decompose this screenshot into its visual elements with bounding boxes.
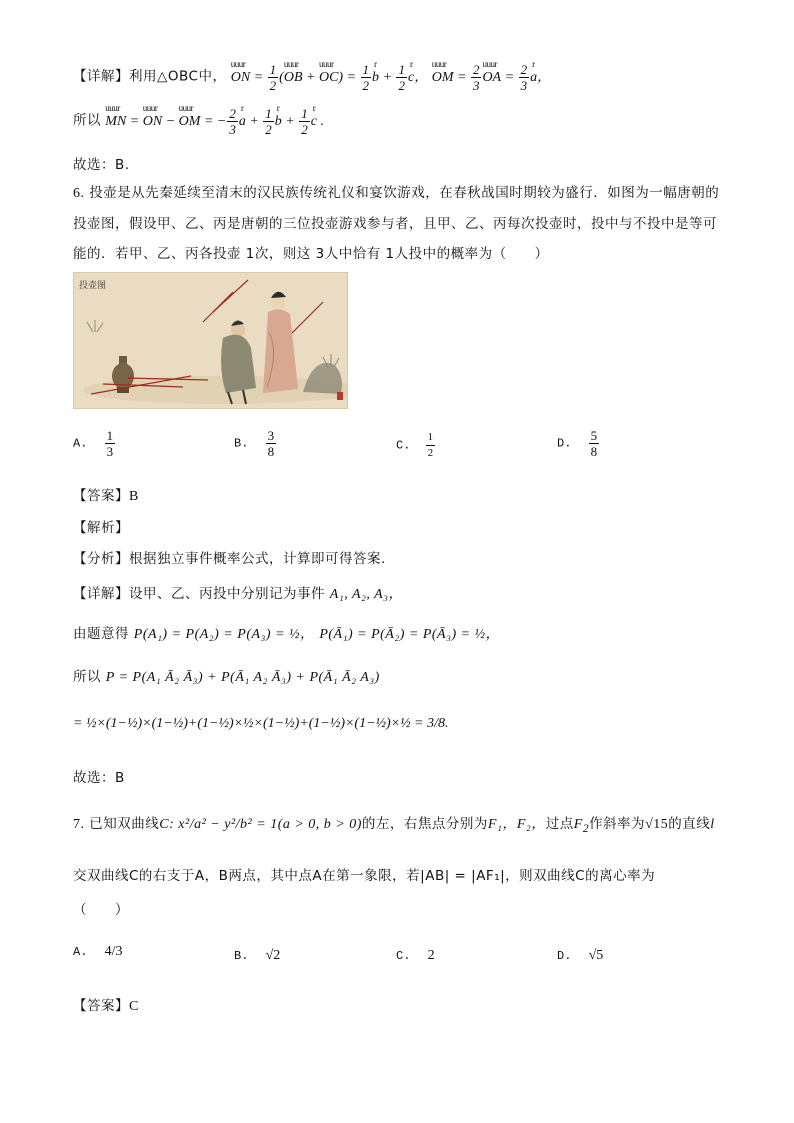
q7-line1: 7. 已知双曲线C: x²/a² − y²/b² = 1(a > 0, b > 0)的左，右焦点分别为F₁，F₂，过点$F_2$作斜率为√15的直线l <box>73 816 715 835</box>
question-6 <box>73 178 723 269</box>
q6-given-1: P(A₁) = P(A₂) = P(A₃) = ½， <box>133 627 315 642</box>
q6-given-2: P(Ā₁) = P(Ā₂) = P(Ā₃) = ½， <box>319 627 501 642</box>
q6-fenxi: 【分析】根据独立事件概率公式，计算即可得答案. <box>73 551 386 567</box>
q6-so: 所以 P = P(A₁ Ā₂ Ā₃) + P(Ā₁ A₂ Ā₃) + P(Ā₁ Ā₂ A₃) <box>73 669 380 685</box>
q7-answer-value: C <box>129 999 139 1014</box>
detail-line-2 <box>73 106 324 137</box>
q6-calc <box>73 715 449 732</box>
q6-line2: 投壶图，假设甲、乙、丙是唐朝的三位投壶游戏参与者，且甲、乙、丙每次投壶时，投中与不投中是等可 <box>73 216 717 232</box>
q6-answer: 【答案】B <box>73 488 139 504</box>
so-prefix: 所以 <box>73 112 101 129</box>
q6-detail: 【详解】设甲、乙、丙投中分别记为事件 A₁, A₂, A₃， <box>73 586 404 602</box>
q6-analysis-label: 【解析】 <box>73 520 129 536</box>
q7-number: 7. <box>73 817 85 832</box>
q6-events: A₁, A₂, A₃， <box>329 587 404 602</box>
q7-equation: C: x²/a² − y²/b² = 1(a > 0, b > 0) <box>159 817 362 832</box>
q6-option-c[interactable]: C. $\frac{1}{2}$ <box>396 431 434 459</box>
q6-option-d[interactable]: D. $\frac{5}{8}$ <box>557 428 598 459</box>
painting-inscription: 投壶图 <box>79 281 107 291</box>
q7-option-a[interactable]: A. 4/3 <box>73 944 123 959</box>
q6-answer-value: B <box>129 489 139 504</box>
q6-line3: 能的．若甲、乙、丙各投壶 1次，则这 3人中恰有 1人投中的概率为（ ） <box>73 246 549 262</box>
q7-option-c[interactable]: C. 2 <box>396 948 435 963</box>
q6-number: 6. <box>73 186 85 201</box>
vector-formula-2: uuur MN = uuur ON − uuur OM = − $\frac{2}{3}$ r a + $\frac{1}{2}$ r b + $\frac{1}{2}$ r c . <box>105 114 324 129</box>
q7-paren: （ ） <box>73 902 129 918</box>
detail-line-1 <box>73 62 551 93</box>
vector-formula-1: uuur ON = $\frac{1}{2}$ (uuur OB + uuur OC) = $\frac{1}{2}$ r b + $\frac{1}{2}$ r c， uuur OM = $\frac{2}{3}$ uuur OA = $\frac{2}{3}$ r a， <box>231 70 551 85</box>
q7-option-d[interactable]: D. √5 <box>557 948 604 963</box>
q6-given: 由题意得 P(A₁) = P(A₂) = P(A₃) = ½， P(Ā₁) = P(Ā₂) = P(Ā₃) = ½， <box>73 626 501 642</box>
q6-calc-formula: = ½×(1−½)×(1−½)+(1−½)×½×(1−½)+(1−½)×(1−½)×½ = 3/8. <box>73 716 449 731</box>
detail-text: 利用△OBC中， <box>129 68 227 85</box>
detail-label: 【详解】 <box>73 68 129 85</box>
q7-line2: 交双曲线C的右支于A，B两点，其中点A在第一象限，若|AB| = |AF₁|，则双曲线C的离心率为 <box>73 868 656 884</box>
q7-slope: √15 <box>645 817 669 832</box>
q6-so-formula: P = P(A₁ Ā₂ Ā₃) + P(Ā₁ A₂ Ā₃) + P(Ā₁ Ā₂ A₃) <box>105 670 380 685</box>
q6-option-b[interactable]: B. $\frac{3}{8}$ <box>234 428 275 459</box>
q7-option-b[interactable]: B. √2 <box>234 948 281 963</box>
q6-line1: 投壶是从先秦延续至清末的汉民族传统礼仪和宴饮游戏，在春秋战国时期较为盛行．如图为一幅唐朝的 <box>89 185 720 201</box>
touhu-painting <box>73 272 348 409</box>
q6-choose: 故选：B <box>73 770 125 786</box>
q7-answer: 【答案】C <box>73 998 139 1014</box>
q6-option-a[interactable]: A. $\frac{1}{3}$ <box>73 428 114 459</box>
choose-answer-5: 故选：B. <box>73 157 130 173</box>
